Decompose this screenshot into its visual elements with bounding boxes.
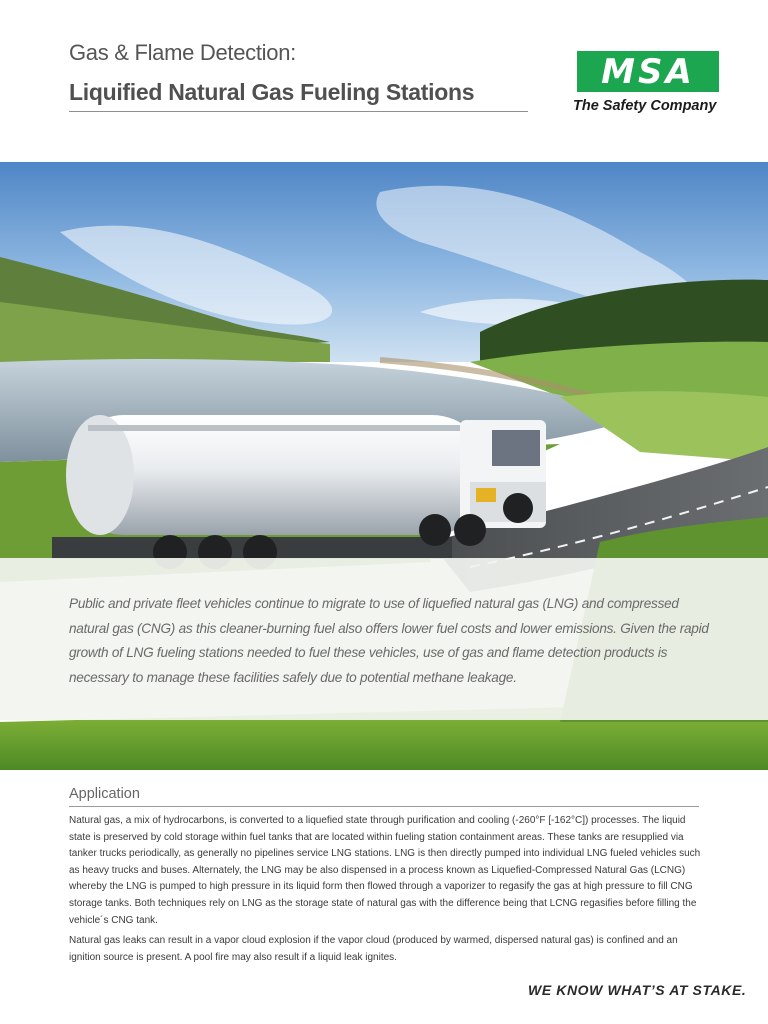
page-header [0,0,768,160]
logo-mark: MSA [601,51,695,92]
footer-slogan: WE KNOW WHAT’S AT STAKE. [528,982,747,998]
intro-paragraph: Public and private fleet vehicles continue to migrate to use of liquefied natural gas (LNG) and compressed natural gas (CNG) as this cleaner-burning fuel also offers lower fuel costs and lower emissions. Given the rapid growth of LNG fueling stations needed to fuel these vehicles, use of gas and flame detection products is necessary to manage these facilities safely due to potential methane leakage. [69,596,709,685]
application-body [69,813,704,970]
application-divider [69,806,699,807]
document-title-line1: Gas & Flame Detection: [69,40,296,65]
application-paragraph-2: Natural gas leaks can result in a vapor cloud explosion if the vapor cloud (produced by warmed, dispersed natural gas) is confined and an ignition source is present. A pool fire may also result if a liquid leak ignites. [69,935,678,963]
title-divider [69,111,528,112]
logo-tagline: The Safety Company [573,98,717,114]
application-heading: Application [69,786,140,802]
application-paragraph-1: Natural gas, a mix of hydrocarbons, is converted to a liquefied state through purification and cooling (-260°F [-162°C]) processes. The liquid state is preserved by cold storage within fuel tanks that are located within fueling station containment areas. These tanks are resupplied via tanker trucks periodically, as generally no pipelines service LNG stations. LNG is then directly pumped into individual LNG fueled vehicles such as heavy trucks and buses. Alternately, the LNG may be also dispensed in a process known as Liquefied-Compressed Natural Gas (LCNG) whereby the LNG is pumped to high pressure in its liquid form then flowed through a vaporizer to regasify the gas at high pressure to fill CNG storage tanks. Both techniques rely on LNG as the storage state of natural gas with the difference being that LCNG regasifies before filling the vehicle´s CNG tank. [69,815,701,926]
document-title: Liquified Natural Gas Fueling Stations [69,79,475,105]
msa-logo [577,51,719,92]
